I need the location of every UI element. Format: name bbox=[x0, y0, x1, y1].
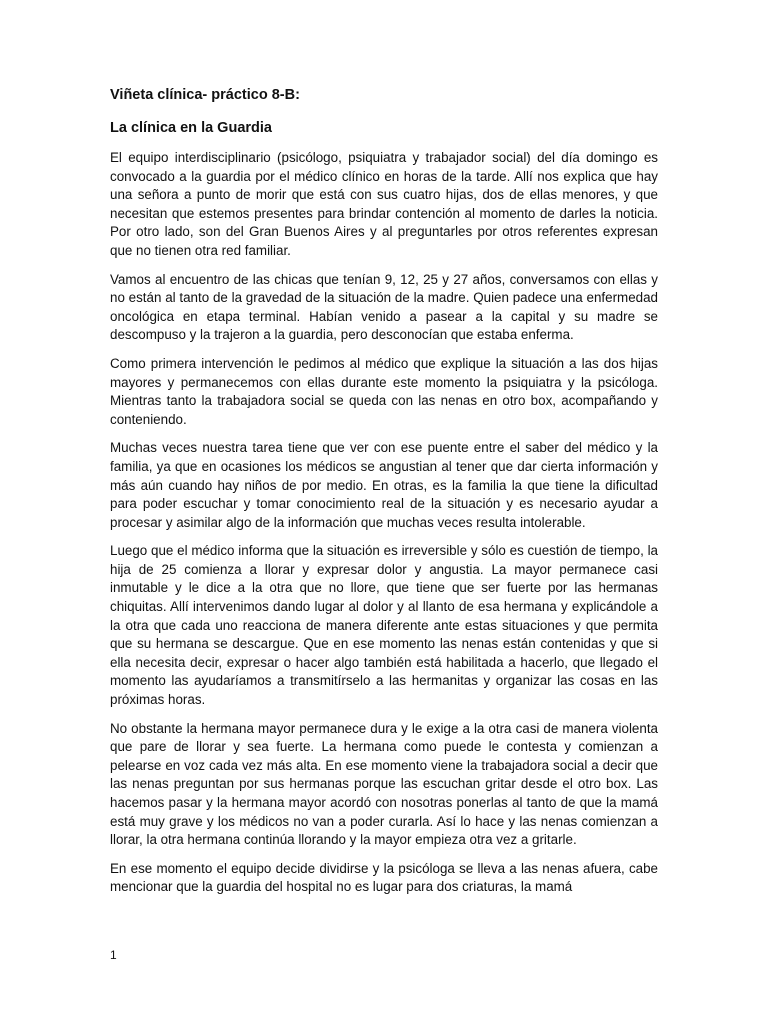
paragraph: En ese momento el equipo decide dividirse y la psicóloga se lleva a las nenas afuera, cabe mencionar que la guardia del hospital no es lugar para dos criaturas, la mamá bbox=[110, 860, 658, 895]
paragraph: No obstante la hermana mayor permanece dura y le exige a la otra casi de manera violenta que pare de llorar y sea fuerte. La hermana como puede le contesta y comienzan a pelearse en voz cada vez más alta. En ese momento viene la trabajadora social a decir que las nenas preguntan por sus hermanas porque las escuchan gritar desde el otro box. Las hacemos pasar y la hermana mayor acordó con nosotras ponerlas al tanto de que la mamá está muy grave y los médicos no van a poder curarla. Así lo hace y las nenas comienzan a llorar, la otra hermana continúa llorando y la mayor empieza otra vez a gritarle. bbox=[110, 720, 658, 848]
paragraph: Vamos al encuentro de las chicas que tenían 9, 12, 25 y 27 años, conversamos con ellas y no están al tanto de la gravedad de la situación de la madre. Quien padece una enfermedad oncológica en etapa terminal. Habían venido a pasear a la capital y su madre se descompuso y la trajeron a la guardia, pero desconocían que estaba enferma. bbox=[110, 271, 658, 343]
paragraph: Muchas veces nuestra tarea tiene que ver con ese puente entre el saber del médico y la familia, ya que en ocasiones los médicos se angustian al tener que dar cierta información y más aún cuando hay niños de por medio. En otras, es la familia la que tiene la dificultad para poder escuchar y tomar conocimiento real de la situación y es necesario ayudar a procesar y asimilar algo de la información que muchas veces resulta intolerable. bbox=[110, 440, 658, 530]
page-number: 1 bbox=[110, 948, 117, 962]
paragraph: Como primera intervención le pedimos al médico que explique la situación a las dos hijas mayores y permanecemos con ellas durante este momento la psiquiatra y la psicóloga. Mientras tanto la trabajadora social se queda con las nenas en otro box, acompañando y conteniendo. bbox=[110, 355, 658, 427]
paragraph: El equipo interdisciplinario (psicólogo, psiquiatra y trabajador social) del día domingo es convocado a la guardia por el médico clínico en horas de la tarde. Allí nos explica que hay una señora a punto de morir que está con sus cuatro hijas, dos de ellas menores, y que necesitan que estemos presentes para brindar contención al momento de darles la noticia. Por otro lado, son del Gran Buenos Aires y al preguntarles por otros referentes expresan que no tienen otra red familiar. bbox=[110, 150, 658, 258]
paragraph: Luego que el médico informa que la situación es irreversible y sólo es cuestión de tiempo, la hija de 25 comienza a llorar y expresar dolor y angustia. La mayor permanece casi inmutable y le dice a la otra que no llore, que tiene que ser fuerte por las hermanas chiquitas. Allí intervenimos dando lugar al dolor y al llanto de esa hermana y explicándole a la otra que cada uno reacciona de manera diferente ante estas situaciones y que permita que su hermana se descargue. Que en ese momento las nenas están contenidas y que si ella necesita decir, expresar o hacer algo también está habilitada a hacerlo, que llegado el momento las ayudaríamos a transmitírselo a las hermanitas y organizar las cosas en las próximas horas. bbox=[110, 543, 658, 708]
document-subtitle: La clínica en la Guardia bbox=[110, 120, 272, 136]
document-title: Viñeta clínica- práctico 8-B: bbox=[110, 87, 300, 103]
document-body bbox=[110, 86, 658, 907]
